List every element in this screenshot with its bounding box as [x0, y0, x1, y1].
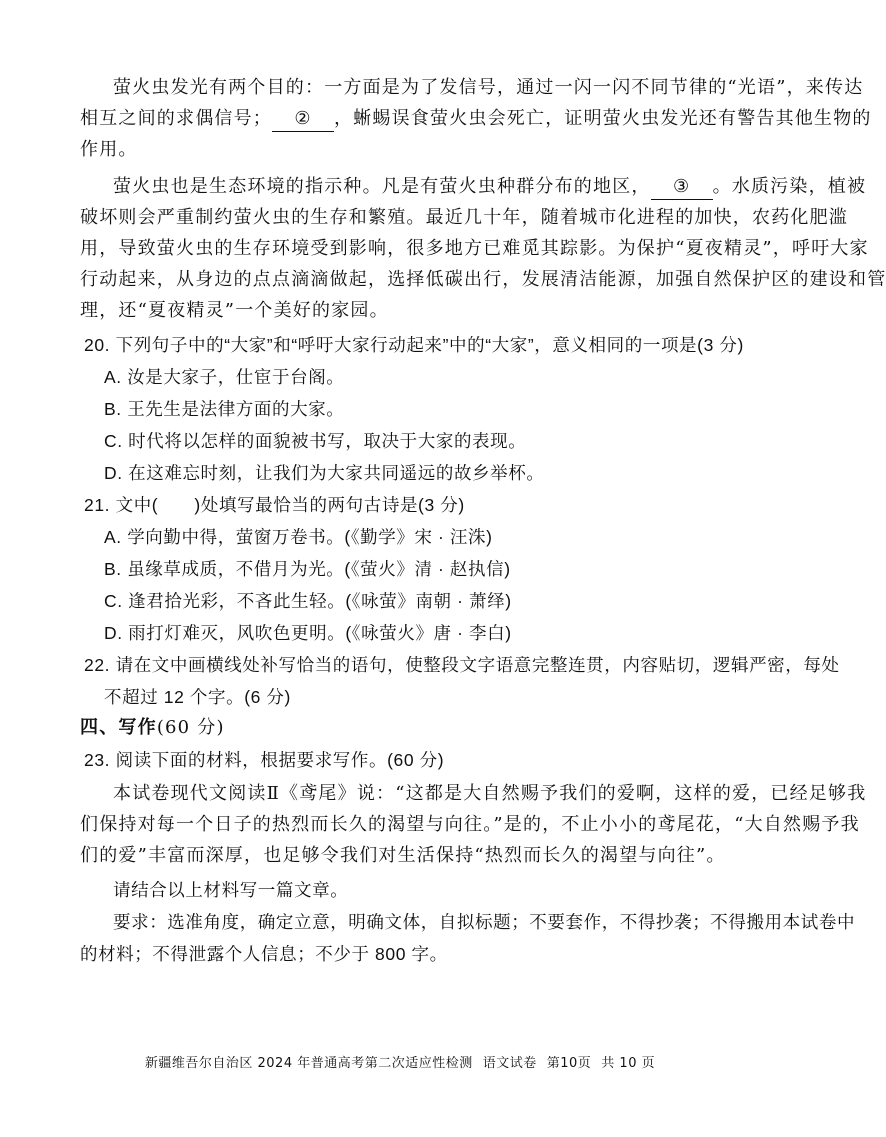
section-score: (60 分): [156, 717, 225, 738]
section-heading: [80, 716, 225, 740]
footer-exam-title: 新疆维吾尔自治区 2024 年普通高考第二次适应性检测: [144, 1056, 473, 1071]
q21-option-a: A. 学向勤中得，萤窗万卷书。(《勤学》宋 · 汪洙): [104, 527, 493, 547]
question-21-stem: 21. 文中( )处填写最恰当的两句古诗是(3 分): [84, 495, 465, 515]
material-line: 们的爱”丰富而深厚，也足够令我们对生活保持“热烈而长久的渴望与向往”。: [80, 845, 726, 866]
material-line: 本试卷现代文阅读Ⅱ《鸢尾》说：“这都是大自然赐予我们的爱啊，这样的爱，已经足够我: [113, 783, 867, 804]
q20-option-a: A. 汝是大家子，仕宦于台阁。: [104, 367, 345, 387]
question-23-stem: 23. 阅读下面的材料，根据要求写作。(60 分): [84, 750, 445, 770]
q21-option-d: D. 雨打灯难灭，风吹色更明。(《咏萤火》唐 · 李白): [104, 623, 512, 643]
section-title: 四、写作: [80, 717, 157, 738]
q21-option-c: C. 逢君拾光彩，不吝此生轻。(《咏萤》南朝 · 萧绎): [104, 591, 512, 611]
passage-line: [113, 175, 866, 200]
passage-text: 。水质污染，植被: [712, 176, 867, 197]
fill-blank-3: ③: [651, 175, 713, 200]
passage-line: 破坏则会严重制约萤火虫的生存和繁殖。最近几十年，随着城市化进程的加快，农药化肥滥: [80, 207, 848, 228]
material-line: 们保持对每一个日子的热烈而长久的渴望与向往。”是的，不止小小的鸢尾花，“大自然赐予我: [80, 814, 860, 835]
q20-option-b: B. 王先生是法律方面的大家。: [104, 399, 345, 419]
footer-subject: 语文试卷: [482, 1056, 537, 1071]
q20-option-d: D. 在这难忘时刻，让我们为大家共同遥远的故乡举杯。: [104, 463, 545, 483]
question-20-stem: 20. 下列句子中的“大家”和“呼吁大家行动起来”中的“大家”，意义相同的一项是(3 分): [84, 335, 744, 355]
footer-total-pages: 共 10 页: [601, 1056, 656, 1071]
fill-blank-2: ②: [272, 107, 334, 132]
passage-text: ，蜥蜴误食萤火虫会死亡，证明萤火虫发光还有警告其他生物的: [334, 108, 872, 129]
passage-line: 行动起来，从身边的点点滴滴做起，选择低碳出行，发展清洁能源，加强自然保护区的建设和管: [80, 269, 886, 290]
passage-line: 用，导致萤火虫的生存环境受到影响，很多地方已难觅其踪影。为保护“夏夜精灵”，呼吁大家: [80, 238, 869, 259]
page-footer: [0, 1052, 800, 1071]
question-22-line: 22. 请在文中画横线处补写恰当的语句，使整段文字语意完整连贯，内容贴切，逻辑严密，每处: [84, 655, 840, 675]
passage-line: 作用。: [80, 139, 138, 160]
writing-requirement: 的材料；不得泄露个人信息；不少于 800 字。: [80, 944, 448, 964]
passage-line: 理，还“夏夜精灵”一个美好的家园。: [80, 300, 389, 321]
passage-line: [80, 107, 872, 132]
passage-text: 相互之间的求偶信号；: [80, 108, 272, 129]
writing-instruction: 请结合以上材料写一篇文章。: [113, 880, 349, 900]
passage-line: 萤火虫发光有两个目的：一方面是为了发信号，通过一闪一闪不同节律的“光语”，来传达: [113, 77, 864, 98]
footer-page-number: 第10页: [546, 1056, 592, 1071]
passage-text: 萤火虫也是生态环境的指示种。凡是有萤火虫种群分布的地区，: [113, 176, 651, 197]
q20-option-c: C. 时代将以怎样的面貌被书写，取决于大家的表现。: [104, 431, 527, 451]
q21-option-b: B. 虽缘草成质，不借月为光。(《萤火》清 · 赵执信): [104, 559, 511, 579]
writing-requirement: 要求：选准角度，确定立意，明确文体，自拟标题；不要套作，不得抄袭；不得搬用本试卷中: [113, 912, 856, 932]
question-22-line: 不超过 12 个字。(6 分): [104, 687, 291, 707]
